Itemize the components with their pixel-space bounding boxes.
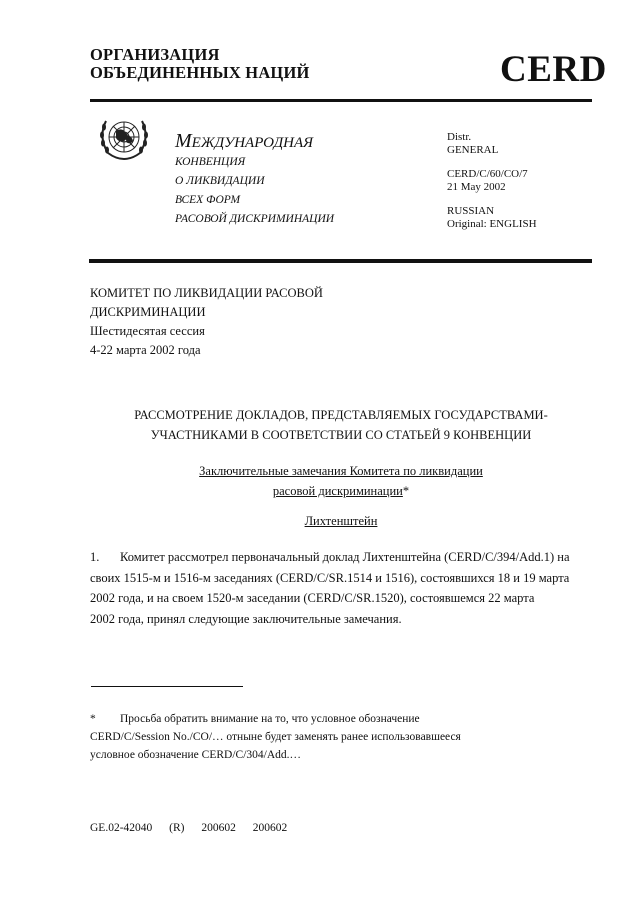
- un-emblem-icon: [96, 113, 152, 165]
- session-dates: 4-22 марта 2002 года: [90, 343, 201, 357]
- convention-title-line-5: РАСОВОЙ ДИСКРИМИНАЦИИ: [175, 213, 335, 225]
- document-date: 21 May 2002: [447, 180, 506, 193]
- heading-line-1: РАССМОТРЕНИЕ ДОКЛАДОВ, ПРЕДСТАВЛЯЕМЫХ ГОСУДАРСТВАМИ-: [134, 408, 548, 422]
- distr-value: GENERAL: [447, 143, 499, 156]
- document-symbol: CERD/C/60/CO/7: [447, 168, 528, 180]
- convention-title-line-1: [175, 132, 334, 153]
- document-metadata: [447, 131, 537, 230]
- original-language: Original: ENGLISH: [447, 217, 537, 230]
- job-language: (R): [169, 822, 185, 834]
- paragraph-number: 1.: [90, 550, 100, 564]
- country-heading: [90, 514, 592, 529]
- organization-line-2: ОБЪЕДИНЕННЫХ НАЦИЙ: [90, 63, 310, 82]
- footnote-separator: [91, 686, 243, 687]
- document-series-symbol: CERD: [500, 49, 607, 90]
- document-language: RUSSIAN: [447, 205, 495, 217]
- convention-title-first-word: ЕЖДУНАРОДНАЯ: [191, 135, 314, 151]
- job-number: [90, 822, 301, 834]
- subtitle-line-2: расовой дискриминации: [272, 484, 403, 498]
- paragraph-line-4: 2002 года, принял следующие заключительные замечания.: [90, 611, 402, 626]
- distr-label: Distr.: [447, 131, 472, 143]
- committee-name-line-1: КОМИТЕТ ПО ЛИКВИДАЦИИ РАСОВОЙ: [90, 286, 323, 300]
- convention-title-line-2: КОНВЕНЦИЯ: [175, 156, 246, 168]
- drop-cap: М: [175, 130, 192, 152]
- footnote-line-3: условное обозначение CERD/C/304/Add.…: [90, 749, 302, 761]
- job-code: GE.02-42040: [90, 822, 153, 834]
- footnote-mark: *: [90, 713, 96, 725]
- convention-title-line-3: О ЛИКВИДАЦИИ: [175, 175, 265, 187]
- country-name: Лихтенштейн: [304, 514, 378, 528]
- convention-title: [175, 132, 334, 229]
- session-name: Шестидесятая сессия: [90, 324, 205, 338]
- subtitle-line-1: Заключительные замечания Комитета по ликвидации: [199, 464, 483, 478]
- footnote-line-1: Просьба обратить внимание на то, что условное обозначение: [120, 713, 420, 725]
- committee-name-line-2: ДИСКРИМИНАЦИИ: [90, 305, 206, 319]
- paragraph-line-3: 2002 года, и на своем 1520-м заседании (CERD/C/SR.1520), состоявшемся 22 марта: [90, 591, 535, 605]
- footnote: [90, 710, 560, 764]
- job-date-1: 200602: [201, 822, 236, 834]
- organization-line-1: ОРГАНИЗАЦИЯ: [90, 45, 220, 64]
- footnote-reference[interactable]: *: [402, 484, 410, 498]
- committee-info: [90, 284, 323, 360]
- document-heading: [90, 406, 592, 445]
- paragraph-line-1: Комитет рассмотрел первоначальный доклад Лихтенштейна (CERD/C/394/Add.1) на: [120, 550, 570, 564]
- paragraph-1: [90, 547, 595, 629]
- footnote-line-2: CERD/C/Session No./CO/… отныне будет заменять ранее использовавшееся: [90, 731, 461, 743]
- job-date-2: 200602: [252, 822, 288, 834]
- header-divider: [90, 99, 592, 102]
- section-divider: [89, 259, 592, 263]
- document-subtitle: [90, 461, 592, 501]
- convention-title-line-4: ВСЕХ ФОРМ: [175, 194, 241, 206]
- organization-name: [90, 46, 310, 82]
- heading-line-2: УЧАСТНИКАМИ В СООТВЕТСТВИИ СО СТАТЬЕЙ 9 КОНВЕНЦИИ: [150, 427, 532, 442]
- paragraph-line-2: своих 1515-м и 1516-м заседаниях (CERD/C/SR.1514 и 1516), состоявшихся 18 и 19 марта: [90, 570, 570, 585]
